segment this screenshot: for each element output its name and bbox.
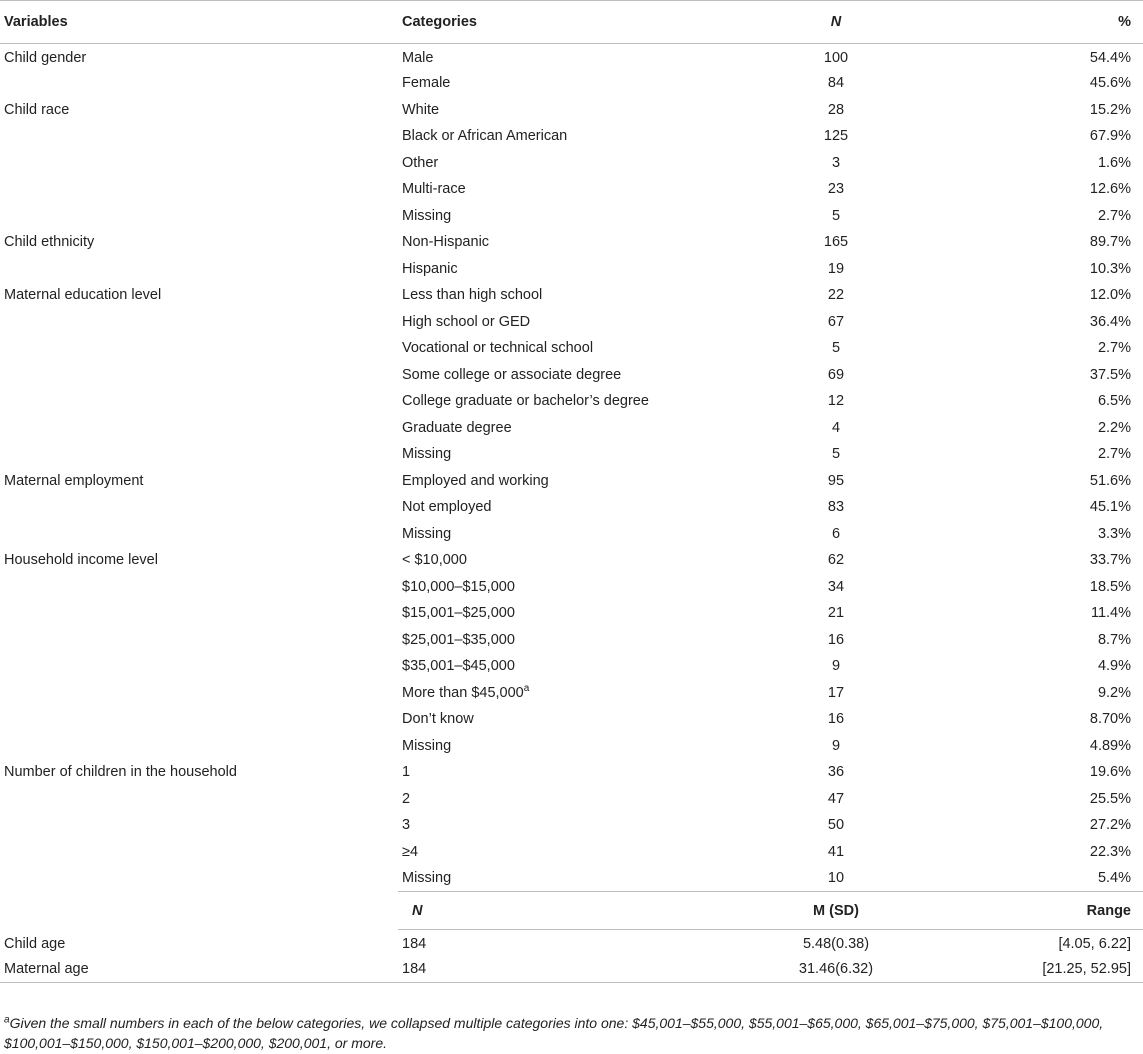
category-cell [398, 388, 734, 415]
percent-cell-text: 27.2% [1089, 817, 1131, 834]
category-cell-text: Some college or associate degree [402, 366, 622, 383]
percent-cell-text: 10.3% [1089, 260, 1131, 277]
n-cell-text: 5 [831, 340, 841, 357]
footnote-marker: a [4, 1014, 10, 1026]
category-cell [398, 203, 734, 230]
summary-range: [4.05, 6.22] [1058, 936, 1131, 952]
table-row [0, 441, 1143, 468]
table-row [0, 415, 1143, 442]
percent-cell-text: 2.7% [1097, 207, 1131, 224]
n-cell-text: 69 [827, 366, 845, 383]
variable-cell-text: Household income level [4, 552, 158, 569]
variable-cell [0, 812, 398, 839]
category-cell-text: 3 [402, 817, 411, 834]
percent-cell [934, 415, 1143, 442]
n-cell [734, 441, 934, 468]
table-row [0, 786, 1143, 813]
category-cell-text: $25,001–$35,000 [402, 631, 515, 648]
percent-cell-text: 45.1% [1089, 499, 1131, 516]
n-cell [734, 70, 934, 97]
percent-cell-text: 36.4% [1089, 313, 1131, 330]
table-row [0, 44, 1143, 71]
percent-cell [934, 547, 1143, 574]
category-cell-text: Black or African American [402, 128, 568, 145]
percent-cell [934, 388, 1143, 415]
category-cell-text: White [402, 101, 440, 118]
n-cell [734, 865, 934, 892]
summary-msd: 31.46(6.32) [734, 956, 934, 983]
category-cell [398, 812, 734, 839]
category-cell [398, 229, 734, 256]
table-row [0, 574, 1143, 601]
variable-cell [0, 388, 398, 415]
variable-cell [0, 256, 398, 283]
percent-cell [934, 600, 1143, 627]
category-cell [398, 176, 734, 203]
n-cell-text: 9 [831, 658, 841, 675]
summary-row [0, 956, 1143, 983]
category-cell-text: $15,001–$25,000 [402, 605, 515, 622]
n-cell-text: 125 [823, 128, 849, 145]
n-cell [734, 574, 934, 601]
variable-cell [0, 600, 398, 627]
category-cell-text: Graduate degree [402, 419, 512, 436]
table-row [0, 70, 1143, 97]
table-row [0, 494, 1143, 521]
variable-cell [0, 123, 398, 150]
variable-cell [0, 733, 398, 760]
category-cell [398, 839, 734, 866]
percent-cell [934, 229, 1143, 256]
percent-cell-text: 8.70% [1089, 711, 1131, 728]
category-cell-text: Non-Hispanic [402, 234, 490, 251]
variable-cell [0, 680, 398, 707]
percent-cell-text: 2.7% [1097, 446, 1131, 463]
category-cell-text: 1 [402, 764, 411, 781]
n-cell [734, 256, 934, 283]
n-cell-text: 5 [831, 207, 841, 224]
table-row [0, 362, 1143, 389]
table-row [0, 282, 1143, 309]
n-cell-text: 34 [827, 578, 845, 595]
category-cell-text: College graduate or bachelor’s degree [402, 393, 649, 410]
n-cell [734, 759, 934, 786]
percent-cell-text: 4.89% [1089, 737, 1131, 754]
summary-header-row [0, 892, 1143, 930]
n-cell-text: 84 [827, 75, 845, 92]
footnote-text: Given the small numbers in each of the below categories, we collapsed multiple categories into one: $45,001–$55,000, $55,001–$65,000, $65,001–$75,000, $75,001–$100,000, $100,001–$150,000, $150,001–$200,000, $200,001, or more. [4, 1015, 1104, 1051]
summary-variable: Child age [4, 935, 66, 952]
n-cell [734, 123, 934, 150]
category-cell [398, 574, 734, 601]
variable-cell [0, 627, 398, 654]
n-cell [734, 494, 934, 521]
category-cell [398, 653, 734, 680]
variable-cell [0, 441, 398, 468]
category-cell [398, 44, 734, 71]
summary-msd: 5.48(0.38) [802, 936, 870, 952]
percent-cell [934, 309, 1143, 336]
n-cell [734, 203, 934, 230]
percent-cell [934, 282, 1143, 309]
variable-cell-text: Child gender [4, 50, 87, 66]
variable-cell [0, 309, 398, 336]
category-cell-text: Missing [402, 870, 452, 886]
category-cell-text: Less than high school [402, 287, 543, 304]
percent-cell [934, 865, 1143, 892]
n-cell [734, 812, 934, 839]
category-cell [398, 415, 734, 442]
category-cell [398, 494, 734, 521]
percent-cell-text: 22.3% [1089, 843, 1131, 860]
summary-n: 184 [402, 936, 427, 952]
n-cell [734, 388, 934, 415]
table-row [0, 547, 1143, 574]
variable-cell [0, 97, 398, 124]
n-cell-text: 62 [827, 552, 845, 569]
percent-cell [934, 44, 1143, 71]
category-cell-text: ≥4 [402, 843, 419, 860]
variable-cell [0, 176, 398, 203]
n-cell-text: 47 [827, 790, 845, 807]
category-cell-text: More than $45,000 [402, 684, 524, 701]
n-cell [734, 176, 934, 203]
n-cell-text: 165 [823, 234, 849, 251]
variable-cell [0, 547, 398, 574]
variable-cell [0, 468, 398, 495]
category-cell-text: Employed and working [402, 472, 549, 489]
table-row [0, 468, 1143, 495]
table-row [0, 229, 1143, 256]
category-cell [398, 70, 734, 97]
category-cell [398, 97, 734, 124]
percent-cell [934, 574, 1143, 601]
variable-cell [0, 150, 398, 177]
percent-cell-text: 51.6% [1089, 472, 1131, 489]
percent-cell [934, 627, 1143, 654]
percent-cell-text: 67.9% [1089, 128, 1131, 145]
table-row [0, 97, 1143, 124]
n-cell [734, 44, 934, 71]
percent-cell [934, 733, 1143, 760]
percent-cell-text: 33.7% [1089, 552, 1131, 569]
category-cell [398, 733, 734, 760]
table-row [0, 812, 1143, 839]
category-cell [398, 468, 734, 495]
summary-header-msd: M (SD) [734, 892, 934, 930]
percent-cell-text: 2.7% [1097, 340, 1131, 357]
n-cell [734, 733, 934, 760]
category-cell [398, 786, 734, 813]
category-cell [398, 600, 734, 627]
summary-header-range: Range [934, 892, 1143, 930]
n-cell-text: 10 [827, 870, 845, 886]
variable-cell [0, 282, 398, 309]
n-cell-text: 23 [827, 181, 845, 198]
table-row [0, 203, 1143, 230]
percent-cell [934, 759, 1143, 786]
category-cell [398, 706, 734, 733]
n-cell-text: 41 [827, 843, 845, 860]
variable-cell [0, 415, 398, 442]
percent-cell [934, 97, 1143, 124]
category-cell-text: Vocational or technical school [402, 340, 594, 357]
percent-cell [934, 494, 1143, 521]
n-cell [734, 786, 934, 813]
summary-header-n: N [398, 892, 734, 930]
variable-cell [0, 44, 398, 71]
percent-cell [934, 706, 1143, 733]
n-cell [734, 839, 934, 866]
table-row [0, 706, 1143, 733]
table-row [0, 627, 1143, 654]
percent-cell-text: 12.0% [1089, 287, 1131, 304]
variable-cell [0, 521, 398, 548]
category-cell [398, 521, 734, 548]
header-percent: % [934, 1, 1143, 44]
variable-cell [0, 335, 398, 362]
n-cell [734, 627, 934, 654]
percent-cell-text: 45.6% [1089, 75, 1131, 92]
percent-cell [934, 839, 1143, 866]
percent-cell [934, 653, 1143, 680]
percent-cell [934, 812, 1143, 839]
n-cell [734, 653, 934, 680]
percent-cell [934, 521, 1143, 548]
n-cell [734, 521, 934, 548]
variable-cell-text: Maternal education level [4, 287, 162, 304]
summary-n: 184 [398, 956, 734, 983]
category-cell [398, 680, 734, 707]
n-cell-text: 4 [831, 419, 841, 436]
n-cell-text: 17 [827, 684, 845, 701]
variable-cell [0, 865, 398, 892]
category-cell-text: Don’t know [402, 711, 474, 728]
category-cell-text: Other [402, 154, 439, 171]
percent-cell-text: 11.4% [1090, 605, 1131, 622]
percent-cell-text: 54.4% [1089, 50, 1131, 66]
category-cell-text: Missing [402, 525, 452, 542]
n-cell [734, 600, 934, 627]
variable-cell [0, 759, 398, 786]
category-cell-text: Male [402, 50, 434, 66]
variable-cell-text: Child ethnicity [4, 234, 95, 251]
percent-cell [934, 786, 1143, 813]
percent-cell-text: 6.5% [1097, 393, 1131, 410]
percent-cell-text: 15.2% [1089, 101, 1131, 118]
percent-cell [934, 150, 1143, 177]
category-cell [398, 362, 734, 389]
variable-cell [0, 229, 398, 256]
n-cell-text: 19 [827, 260, 845, 277]
percent-cell-text: 9.2% [1097, 684, 1131, 701]
percent-cell-text: 12.6% [1089, 181, 1131, 198]
category-cell [398, 150, 734, 177]
table-row [0, 865, 1143, 892]
n-cell-text: 16 [827, 711, 845, 728]
category-cell [398, 865, 734, 892]
header-variables: Variables [0, 1, 398, 44]
percent-cell-text: 37.5% [1089, 366, 1131, 383]
table-row [0, 123, 1143, 150]
variable-cell-text: Child race [4, 101, 70, 118]
n-cell [734, 362, 934, 389]
category-cell [398, 335, 734, 362]
table-row [0, 335, 1143, 362]
category-cell [398, 123, 734, 150]
table-row [0, 256, 1143, 283]
n-cell-text: 3 [831, 154, 841, 171]
variable-cell [0, 653, 398, 680]
table-row [0, 759, 1143, 786]
percent-cell-text: 2.2% [1097, 419, 1131, 436]
n-cell [734, 335, 934, 362]
table-body [0, 44, 1143, 892]
footnote-ref: a [523, 682, 530, 694]
n-cell [734, 706, 934, 733]
variable-cell [0, 203, 398, 230]
percent-cell [934, 176, 1143, 203]
category-cell-text: High school or GED [402, 313, 531, 330]
percent-cell [934, 123, 1143, 150]
percent-cell-text: 3.3% [1097, 525, 1131, 542]
n-cell-text: 67 [827, 313, 845, 330]
percent-cell [934, 468, 1143, 495]
n-cell [734, 150, 934, 177]
header-categories: Categories [398, 1, 734, 44]
variable-cell [0, 574, 398, 601]
n-cell [734, 547, 934, 574]
category-cell [398, 547, 734, 574]
n-cell-text: 5 [831, 446, 841, 463]
variable-cell-text: Number of children in the household [4, 764, 237, 781]
summary-row [0, 930, 1143, 957]
variable-cell [0, 839, 398, 866]
summary-variable: Maternal age [0, 956, 398, 983]
table-row [0, 839, 1143, 866]
n-cell [734, 309, 934, 336]
category-cell-text: Missing [402, 207, 452, 224]
percent-cell [934, 203, 1143, 230]
percent-cell [934, 441, 1143, 468]
n-cell [734, 229, 934, 256]
category-cell-text: < $10,000 [402, 552, 467, 569]
n-cell-text: 12 [827, 393, 845, 410]
table-row [0, 388, 1143, 415]
percent-cell-text: 8.7% [1097, 631, 1131, 648]
category-cell-text: Not employed [402, 499, 492, 516]
n-cell [734, 468, 934, 495]
variable-cell [0, 786, 398, 813]
n-cell-text: 9 [831, 737, 841, 754]
category-cell [398, 256, 734, 283]
category-cell-text: Multi-race [402, 181, 466, 198]
n-cell [734, 282, 934, 309]
category-cell [398, 309, 734, 336]
n-cell-text: 28 [827, 101, 845, 118]
header-n: N [734, 1, 934, 44]
category-cell-text: 2 [402, 790, 411, 807]
summary-range: [21.25, 52.95] [934, 956, 1143, 983]
table-row [0, 150, 1143, 177]
n-cell [734, 97, 934, 124]
header-row [0, 1, 1143, 44]
percent-cell [934, 70, 1143, 97]
category-cell [398, 282, 734, 309]
percent-cell-text: 18.5% [1089, 578, 1131, 595]
n-cell [734, 680, 934, 707]
n-cell [734, 415, 934, 442]
n-cell-text: 21 [827, 605, 845, 622]
variable-cell [0, 706, 398, 733]
n-cell-text: 95 [827, 472, 845, 489]
n-cell-text: 100 [823, 50, 849, 66]
variable-cell [0, 494, 398, 521]
percent-cell [934, 335, 1143, 362]
category-cell-text: $35,001–$45,000 [402, 658, 515, 675]
percent-cell [934, 680, 1143, 707]
percent-cell-text: 89.7% [1089, 234, 1131, 251]
category-cell [398, 441, 734, 468]
n-cell-text: 83 [827, 499, 845, 516]
table-row [0, 733, 1143, 760]
n-cell-text: 50 [827, 817, 845, 834]
percent-cell-text: 1.6% [1097, 154, 1131, 171]
category-cell [398, 759, 734, 786]
n-cell-text: 16 [827, 631, 845, 648]
n-cell-text: 6 [831, 525, 841, 542]
percent-cell-text: 19.6% [1089, 764, 1131, 781]
category-cell [398, 627, 734, 654]
variable-cell-text: Maternal employment [4, 472, 144, 489]
percent-cell [934, 256, 1143, 283]
variable-cell [0, 70, 398, 97]
table-row [0, 176, 1143, 203]
category-cell-text: Hispanic [402, 260, 458, 277]
n-cell-text: 22 [827, 287, 845, 304]
percent-cell-text: 5.4% [1097, 870, 1131, 886]
percent-cell [934, 362, 1143, 389]
category-cell-text: Missing [402, 446, 452, 463]
table-row [0, 600, 1143, 627]
table-row [0, 309, 1143, 336]
n-cell-text: 36 [827, 764, 845, 781]
category-cell-text: $10,000–$15,000 [402, 578, 515, 595]
category-cell-text: Missing [402, 737, 452, 754]
table-row [0, 653, 1143, 680]
category-cell-text: Female [402, 75, 451, 92]
percent-cell-text: 4.9% [1097, 658, 1131, 675]
table-row [0, 521, 1143, 548]
variable-cell [0, 362, 398, 389]
table-footnote [4, 1013, 1139, 1053]
table-row [0, 680, 1143, 707]
percent-cell-text: 25.5% [1089, 790, 1131, 807]
